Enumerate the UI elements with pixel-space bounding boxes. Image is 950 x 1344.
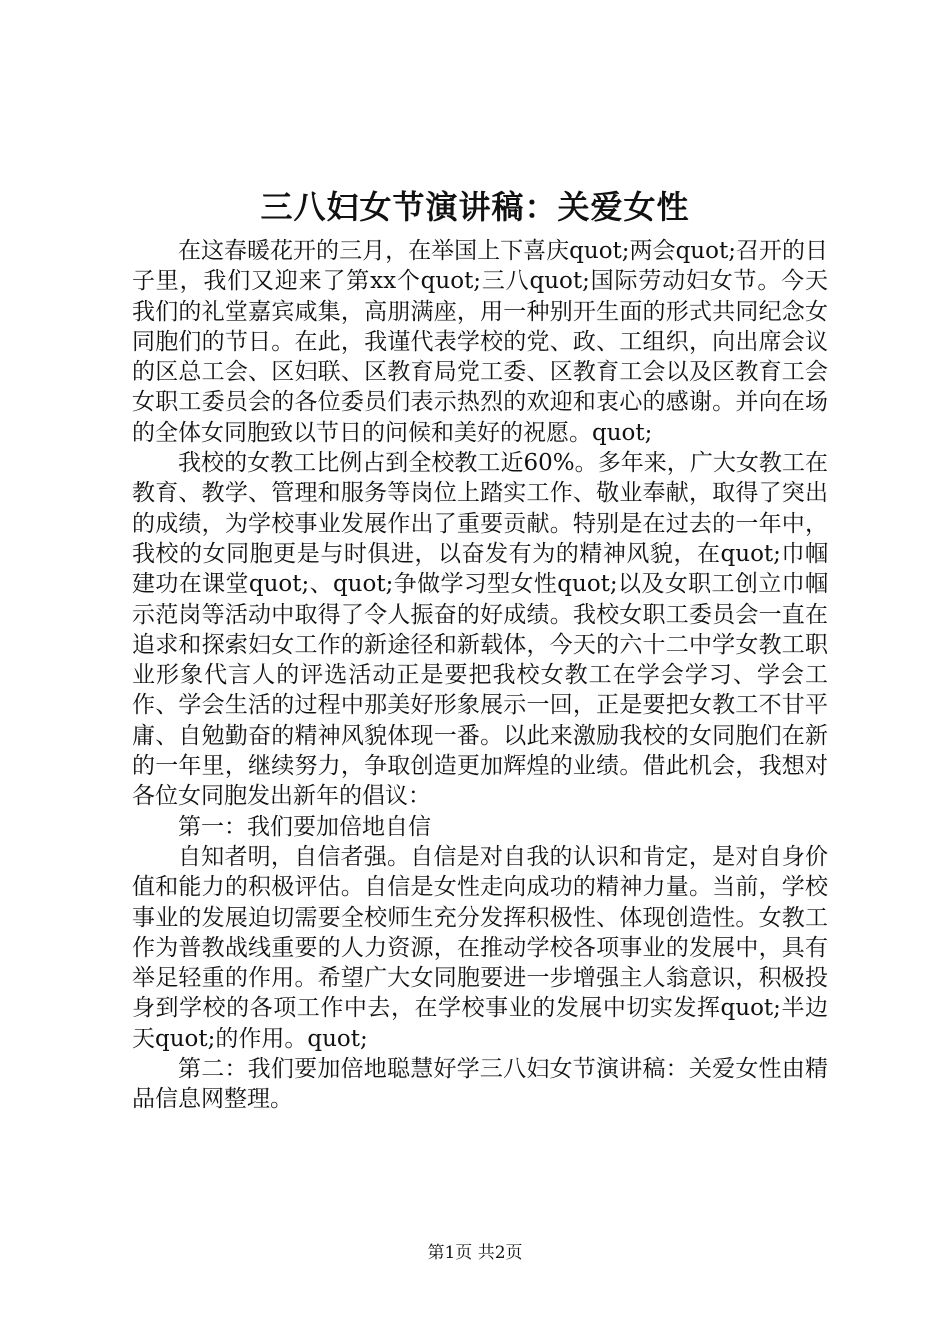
paragraph-second-point: 第二：我们要加倍地聪慧好学三八妇女节演讲稿：关爱女性由精品信息网整理。 — [132, 1056, 828, 1113]
document-title: 三八妇女节演讲稿：关爱女性 — [260, 188, 690, 226]
page-number-footer: 第1页 共2页 — [427, 1243, 523, 1263]
paragraph-achievements: 我校的女教工比例占到全校教工近60%。多年来，广大女教工在教育、教学、管理和服务等岗位上踏实工作、敬业奉献，取得了突出的成绩，为学校事业发展作出了重要贡献。特别是在过去的一年中，我校的女同胞更是与时俱进，以奋发有为的精神风貌，在quot;巾帼建功在课堂quot;、quot;争做学习型女性quot;以及女职工创立巾帼示范岗等活动中取得了令人振奋的好成绩。我校女职工委员会一直在追求和探索妇女工作的新途径和新载体，今天的六十二中学女教工职业形象代言人的评选活动正是要把我校女教工在学会学习、学会工作、学会生活的过程中那美好形象展示一回，正是要把女教工不甘平庸、自勉勤奋的精神风貌体现一番。以此来激励我校的女同胞们在新的一年里，继续努力，争取创造更加辉煌的业绩。借此机会，我想对各位女同胞发出新年的倡议： — [132, 450, 828, 810]
paragraph-confidence: 自知者明，自信者强。自信是对自我的认识和肯定，是对自身价值和能力的积极评估。自信是女性走向成功的精神力量。当前，学校事业的发展迫切需要全校师生充分发挥积极性、体现创造性。女教工作为普教战线重要的人力资源，在推动学校各项事业的发展中，具有举足轻重的作用。希望广大女同胞要进一步增强主人翁意识，积极投身到学校的各项工作中去，在学校事业的发展中切实发挥quot;半边天quot;的作用。quot; — [132, 843, 828, 1052]
document-body — [132, 236, 828, 1115]
paragraph-intro: 在这春暖花开的三月，在举国上下喜庆quot;两会quot;召开的日子里，我们又迎来了第xx个quot;三八quot;国际劳动妇女节。今天我们的礼堂嘉宾咸集，高朋满座，用一种别开生面的形式共同纪念女同胞们的节日。在此，我谨代表学校的党、政、工组织，向出席会议的区总工会、区妇联、区教育局党工委、区教育工会以及区教育工会女职工委员会的各位委员们表示热烈的欢迎和衷心的感谢。并向在场的全体女同胞致以节日的问候和美好的祝愿。quot; — [132, 238, 828, 446]
section-heading-first: 第一：我们要加倍地自信 — [178, 813, 431, 840]
